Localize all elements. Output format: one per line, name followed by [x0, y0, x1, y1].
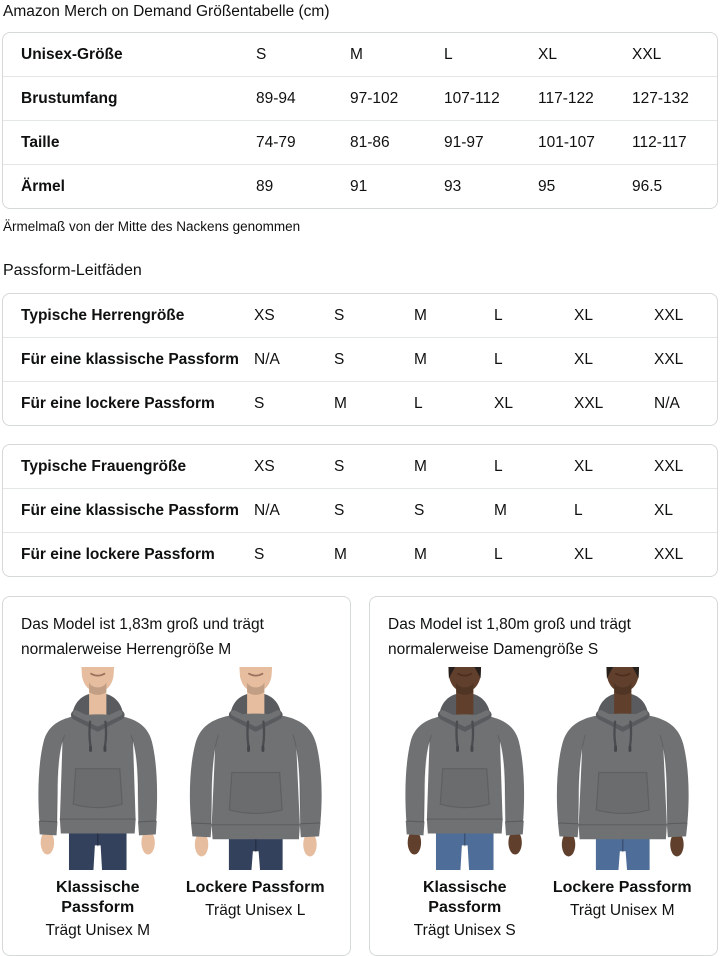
table-cell: M	[334, 394, 347, 412]
size-column-header: S	[256, 45, 267, 63]
table-cell: XS	[254, 306, 275, 324]
figure-loose-fit	[179, 667, 333, 941]
table-cell: 112-117	[632, 133, 687, 151]
table-cell: XL	[574, 457, 593, 475]
table-cell: 89-94	[256, 89, 296, 107]
table-cell: XXL	[654, 545, 684, 563]
table-row	[3, 488, 717, 532]
sleeve-measure-note: Ärmelmaß von der Mitte des Nackens genommen	[3, 219, 301, 234]
row-label: Typische Frauengröße	[21, 457, 187, 475]
row-label: Unisex-Größe	[21, 45, 123, 63]
table-cell: N/A	[254, 501, 280, 519]
row-label: Für eine lockere Passform	[21, 545, 215, 563]
table-cell: M	[414, 545, 427, 563]
figure-classic-fit	[21, 667, 175, 941]
fit-size-worn: Trägt Unisex M	[45, 922, 150, 940]
table-cell: N/A	[654, 394, 680, 412]
table-cell: M	[334, 545, 347, 563]
table-cell: L	[414, 394, 423, 412]
table-cell: 96.5	[632, 177, 663, 195]
table-cell: S	[254, 394, 265, 412]
women-fit-table	[2, 444, 718, 577]
table-cell: M	[414, 457, 427, 475]
table-row	[3, 164, 717, 208]
page-title: Amazon Merch on Demand Größentabelle (cm)	[3, 3, 330, 20]
table-cell: L	[574, 501, 583, 519]
table-row	[3, 76, 717, 120]
table-cell: N/A	[254, 350, 280, 368]
unisex-size-table	[2, 32, 718, 209]
men-fit-table	[2, 293, 718, 426]
table-cell: S	[334, 350, 345, 368]
table-cell: XS	[254, 457, 275, 475]
table-cell: 89	[256, 177, 274, 195]
table-cell: S	[414, 501, 425, 519]
table-row	[3, 532, 717, 576]
table-cell: 81-86	[350, 133, 390, 151]
model-photo-classic-female	[388, 667, 542, 870]
table-cell: 95	[538, 177, 556, 195]
row-label: Taille	[21, 133, 60, 151]
table-row	[3, 120, 717, 164]
row-label: Für eine klassische Passform	[21, 350, 239, 368]
fit-label: Klassische Passform	[422, 879, 507, 917]
table-cell: S	[334, 306, 345, 324]
figure-loose-fit	[546, 667, 700, 941]
table-cell: XXL	[654, 306, 684, 324]
table-cell: 127-132	[632, 89, 689, 107]
model-cards	[2, 596, 718, 956]
table-cell: M	[494, 501, 507, 519]
fit-label: Klassische Passform	[55, 879, 140, 917]
fit-size-worn: Trägt Unisex M	[569, 902, 675, 920]
table-cell: XL	[654, 501, 673, 519]
table-cell: L	[494, 350, 503, 368]
size-column-header: M	[350, 45, 363, 63]
size-column-header: XXL	[632, 45, 662, 63]
table-cell: S	[254, 545, 265, 563]
table-cell: L	[494, 545, 503, 563]
table-cell: XL	[574, 306, 593, 324]
table-cell: XXL	[654, 350, 684, 368]
table-cell: 117-122	[538, 89, 594, 107]
row-label: Für eine lockere Passform	[21, 394, 215, 412]
model-figures	[21, 667, 332, 941]
fit-label: Lockere Passform	[552, 879, 692, 897]
table-cell: 101-107	[538, 133, 595, 151]
fit-size-worn: Trägt Unisex L	[205, 902, 306, 920]
model-photo-loose-female	[546, 667, 700, 870]
model-photo-loose-male	[179, 667, 333, 870]
table-header-row	[3, 33, 717, 76]
model-description: Das Model ist 1,80m groß und trägt normalerweise Damengröße S	[388, 616, 631, 658]
table-cell: XXL	[654, 457, 684, 475]
table-cell: 107-112	[444, 89, 500, 107]
row-label: Typische Herrengröße	[21, 306, 185, 324]
fit-size-worn: Trägt Unisex S	[413, 922, 516, 940]
size-column-header: L	[444, 45, 453, 63]
table-row	[3, 445, 717, 488]
table-row	[3, 381, 717, 425]
table-cell: 97-102	[350, 89, 399, 107]
table-cell: M	[414, 306, 427, 324]
model-description: Das Model ist 1,83m groß und trägt normalerweise Herrengröße M	[21, 616, 264, 658]
table-cell: S	[334, 457, 345, 475]
figure-classic-fit	[388, 667, 542, 941]
table-cell: XL	[574, 350, 593, 368]
female-model-card	[369, 596, 718, 956]
table-cell: 93	[444, 177, 462, 195]
table-row	[3, 294, 717, 337]
male-model-card	[2, 596, 351, 956]
table-cell: S	[334, 501, 345, 519]
fit-guides-title: Passform-Leitfäden	[3, 262, 142, 279]
size-column-header: XL	[538, 45, 557, 63]
table-cell: 74-79	[256, 133, 296, 151]
table-cell: XXL	[574, 394, 604, 412]
table-cell: 91-97	[444, 133, 484, 151]
row-label: Ärmel	[21, 177, 65, 195]
table-cell: XL	[574, 545, 593, 563]
model-photo-classic-male	[21, 667, 175, 870]
table-cell: XL	[494, 394, 513, 412]
table-cell: 91	[350, 177, 368, 195]
table-cell: M	[414, 350, 427, 368]
row-label: Brustumfang	[21, 89, 118, 107]
table-row	[3, 337, 717, 381]
model-figures	[388, 667, 699, 941]
fit-label: Lockere Passform	[185, 879, 325, 897]
row-label: Für eine klassische Passform	[21, 501, 239, 519]
table-cell: L	[494, 457, 503, 475]
table-cell: L	[494, 306, 503, 324]
